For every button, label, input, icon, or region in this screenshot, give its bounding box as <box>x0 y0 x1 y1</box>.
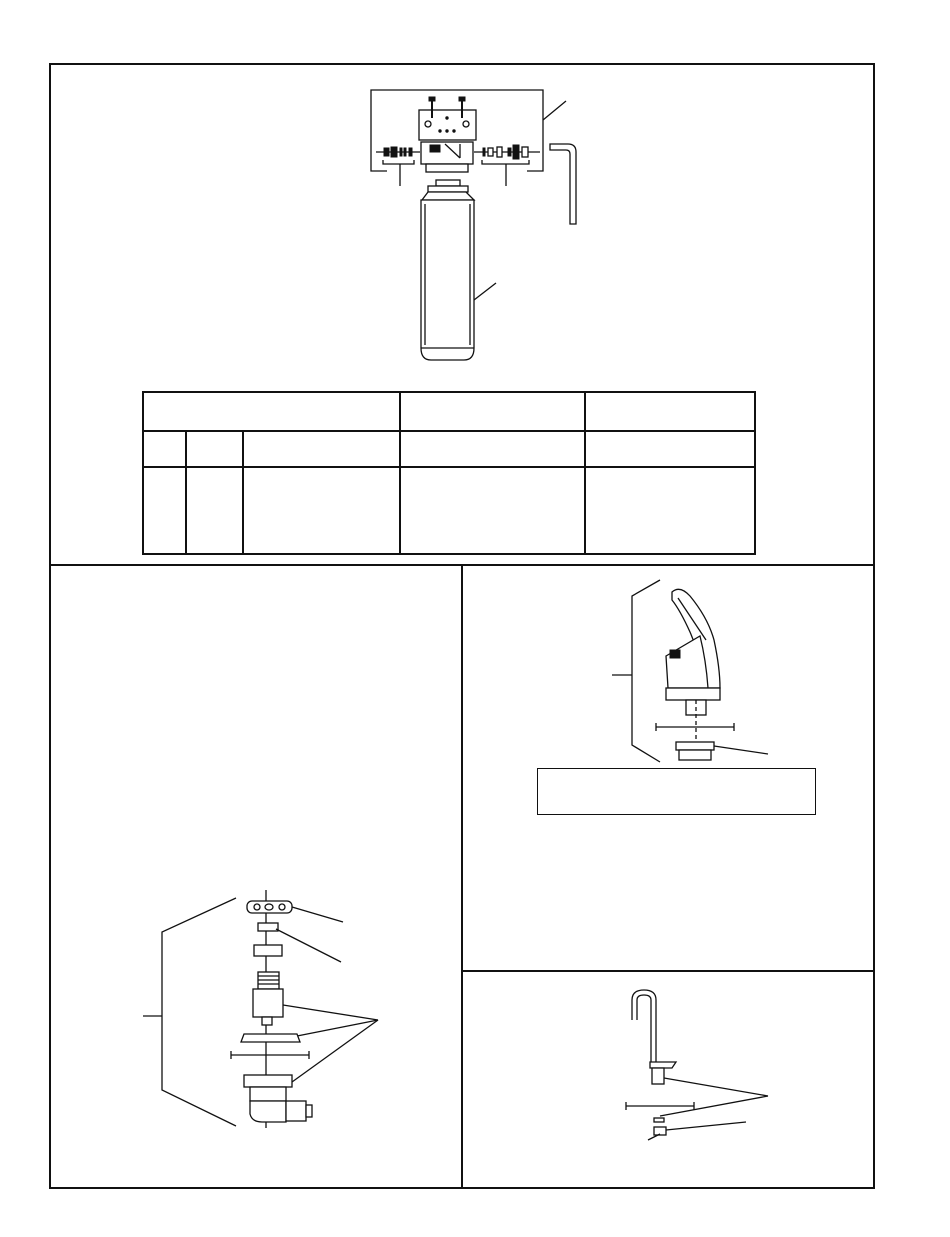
gooseneck-faucet-diagram <box>626 990 768 1140</box>
hex-wrench-icon <box>550 144 576 224</box>
filter-head-assembly <box>371 90 566 186</box>
filter-cartridge <box>421 180 496 360</box>
valve-assembly-diagram <box>143 890 378 1128</box>
lever-faucet-diagram <box>612 580 768 762</box>
